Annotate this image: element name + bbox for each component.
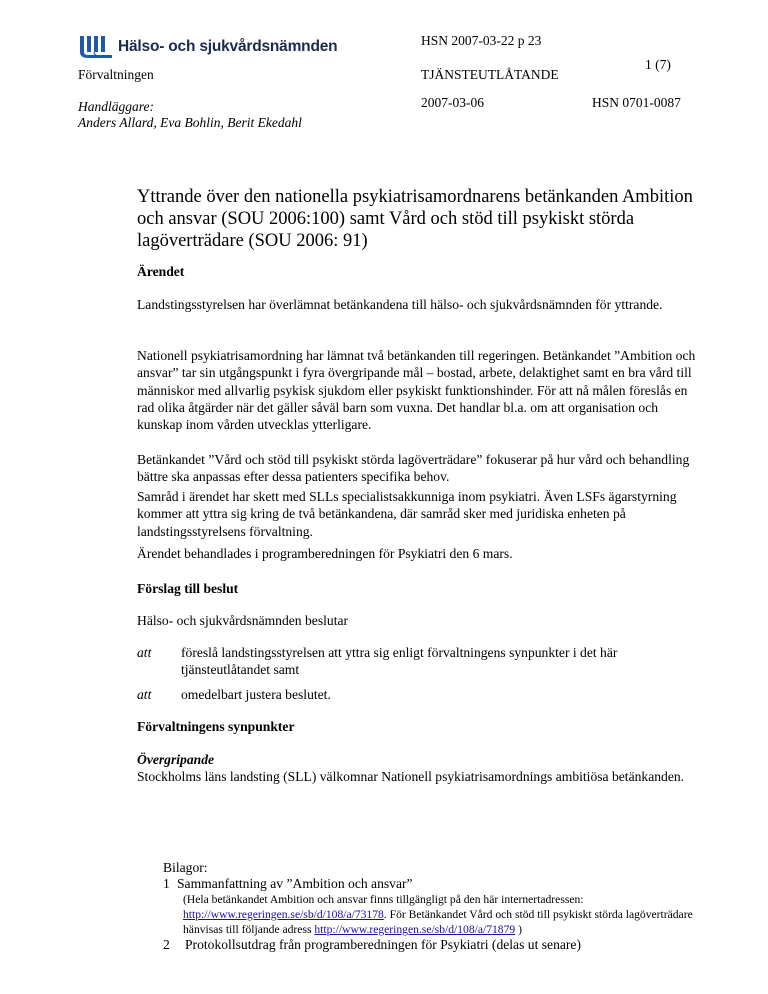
handler-label: Handläggare: xyxy=(78,99,154,114)
attachment-item xyxy=(163,937,723,953)
attachment-number: 2 xyxy=(163,937,170,952)
attachment-note xyxy=(163,892,723,937)
attachment-title: Protokollsutdrag från programberedningen för Psykiatri (delas ut senare) xyxy=(185,937,581,952)
document-title: Yttrande över den nationella psykiatrisamordnarens betänkanden Ambition och ansvar (SOU 2006:100) samt Vård och stöd till psykiskt störda lagöverträdare (SOU 2006: 91) xyxy=(137,187,693,251)
paragraph: Ärendet behandlades i programberedningen för Psykiatri den 6 mars. xyxy=(137,546,513,561)
attachment-item xyxy=(163,876,723,892)
note-text: (Hela betänkandet Ambition och ansvar finns tillgängligt på den här internertadressen: xyxy=(183,893,584,906)
page-number: 1 (7) xyxy=(645,57,671,72)
subheading-overgripande: Övergripande xyxy=(137,752,215,767)
reference-top: HSN 2007-03-22 p 23 xyxy=(421,33,542,48)
decision-text: föreslå landstingsstyrelsen att yttra sig enligt förvaltningens synpunkter i det här tjänsteutlåtandet samt xyxy=(181,645,618,678)
note-text: ) xyxy=(515,923,522,936)
link-ambition-och-ansvar[interactable]: http://www.regeringen.se/sb/d/108/a/73178 xyxy=(183,908,384,921)
paragraph: Landstingsstyrelsen har överlämnat betänkandena till hälso- och sjukvårdsnämnden för yttrande. xyxy=(137,297,663,312)
attachments-heading: Bilagor: xyxy=(163,860,208,875)
document-date: 2007-03-06 xyxy=(421,95,484,110)
reference-number: HSN 0701-0087 xyxy=(592,95,681,110)
section-heading-synpunkter: Förvaltningens synpunkter xyxy=(137,719,295,734)
paragraph: Hälso- och sjukvårdsnämnden beslutar xyxy=(137,613,349,628)
handler-names: Anders Allard, Eva Bohlin, Berit Ekedahl xyxy=(78,115,302,130)
link-vard-och-stod[interactable]: http://www.regeringen.se/sb/d/108/a/71879 xyxy=(314,923,516,936)
attachment-number: 1 xyxy=(163,876,170,891)
att-label: att xyxy=(137,687,152,702)
att-label: att xyxy=(137,645,152,660)
section-heading-forslag: Förslag till beslut xyxy=(137,581,239,596)
decision-item xyxy=(137,644,697,679)
document-type: TJÄNSTEUTLÅTANDE xyxy=(421,67,559,82)
attachments xyxy=(163,860,723,953)
paragraph: Samråd i ärendet har skett med SLLs specialistsakkunniga inom psykiatri. Även LSFs ägarstyrning kommer att yttra sig kring de två betänkandena, där samråd sker med juridiska enheten på landstingsstyrelsens förvaltning. xyxy=(137,489,677,539)
decision-text: omedelbart justera beslutet. xyxy=(181,687,331,702)
department: Förvaltningen xyxy=(78,67,154,82)
section-heading-arendet: Ärendet xyxy=(137,264,185,279)
paragraph: Betänkandet ”Vård och stöd till psykiskt störda lagöverträdare” fokuserar på hur vård och behandling bättre ska anpassas efter dessa patienters specifika behov. xyxy=(137,452,690,485)
sll-logo-icon xyxy=(78,34,114,60)
decision-item xyxy=(137,686,697,703)
paragraph: Nationell psykiatrisamordning har lämnat två betänkanden till regeringen. Betänkandet ”Ambition och ansvar” tar sin utgångspunkt i fyra övergripande mål – bostad, arbete, delaktighet samt en bra vård till människor med allvarlig psykisk sjukdom eller psykiskt funktionshinder. För att nå målen föreslås en rad olika åtgärder när det gäller såväl barn som vuxna. Det handlar bl.a. om att organisation och kunskap inom vården utvecklas ytterligare. xyxy=(137,348,696,433)
org-name: Hälso- och sjukvårdsnämnden xyxy=(118,38,338,55)
org-logo xyxy=(78,34,337,60)
note-text: . För Betänkandet Vård och stöd till psykiskt störda lagöverträdare hänvisas till följande adress xyxy=(183,908,693,936)
paragraph: Stockholms läns landsting (SLL) välkomnar Nationell psykiatrisamordnings ambitiösa betänkanden. xyxy=(137,769,685,785)
attachment-title: Sammanfattning av ”Ambition och ansvar” xyxy=(177,876,413,891)
